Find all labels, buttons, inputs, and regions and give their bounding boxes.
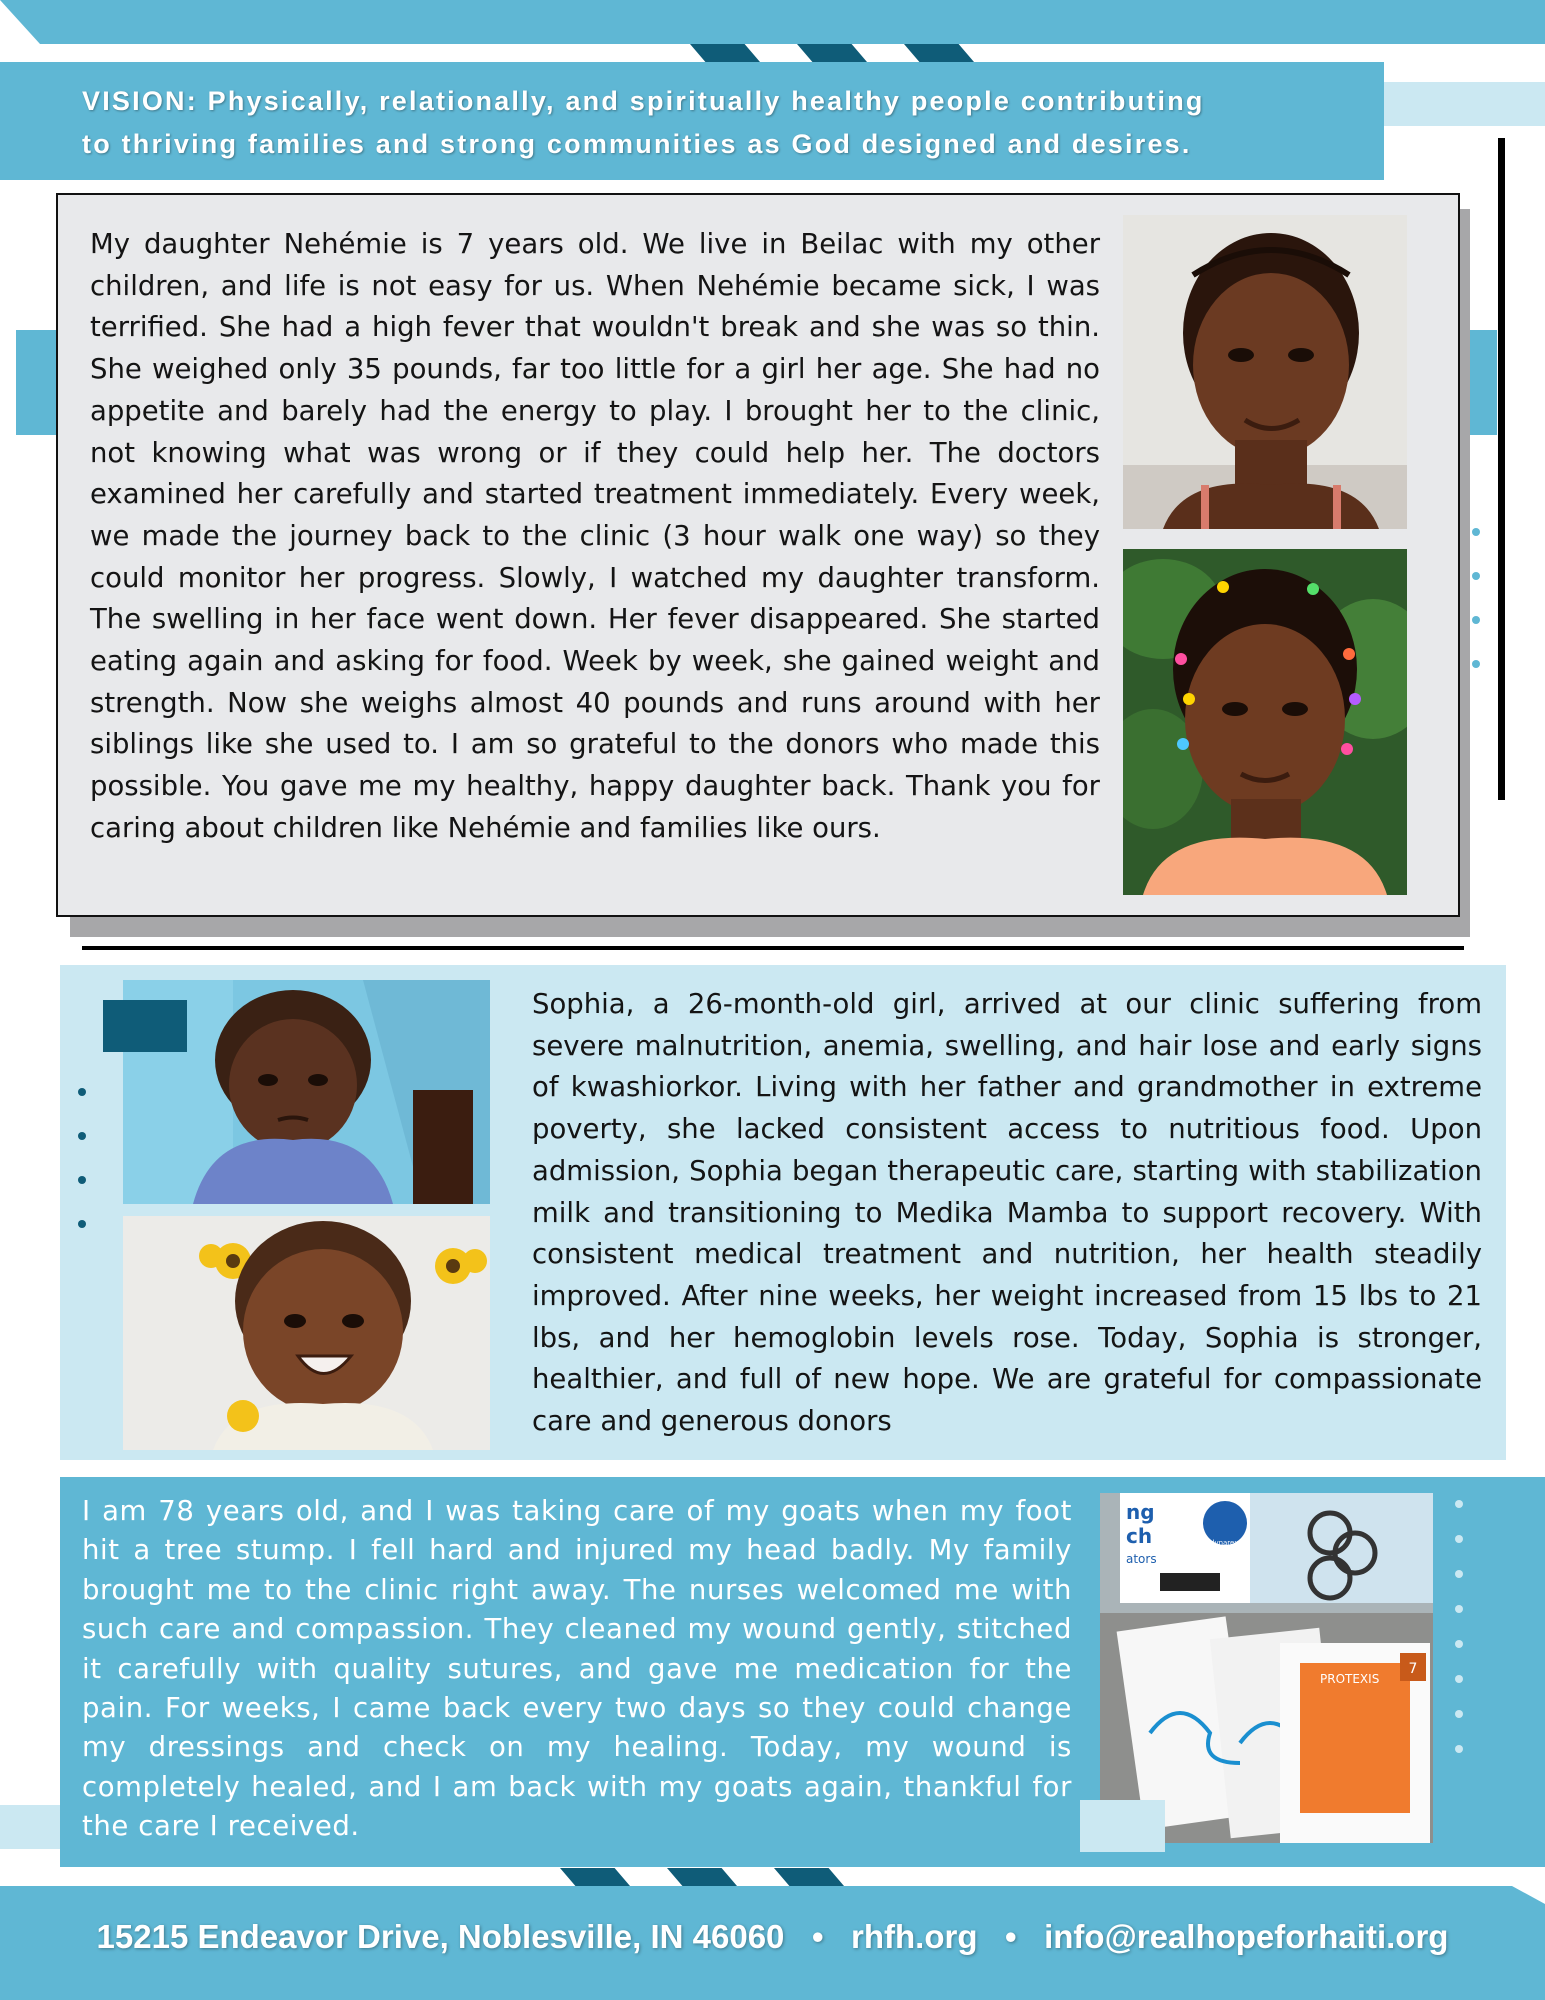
pale-accent-block [1080,1800,1165,1852]
bullet-dot-icon [1455,1640,1463,1648]
nehemie-photo-1 [1123,215,1407,529]
footer-email-link[interactable]: info@realhopeforhaiti.org [1044,1918,1449,1955]
sophia-photo-2 [123,1216,490,1450]
navy-accent-block [103,1000,187,1052]
bullet-dot-icon [1455,1535,1463,1543]
right-bullet-dots [1472,528,1480,668]
footer-address: 15215 Endeavor Drive, Noblesville, IN 46060 [96,1918,785,1955]
bullet-dot-icon [1472,660,1480,668]
top-stripes [690,44,1010,62]
vision-line-1: VISION: Physically, relationally, and spiritually healthy people contributing [82,86,1205,116]
bullet-dot-icon [1455,1500,1463,1508]
footer-separator: • [811,1918,824,1955]
nehemie-photo-2 [1123,549,1407,895]
right-bullet-dots-2 [1455,1500,1463,1753]
bullet-dot-icon [78,1176,86,1184]
story3-text: I am 78 years old, and I was taking care of my goats when my foot hit a tree stump. I fell hard and injured my head badly. My family brought me to the clinic right away. The nurses welcomed me with such care and compassion. They cleaned my wound gently, stitched it carefully with quality sutures, and gave me medication for the pain. For weeks, I came back every two days so they could change my dressings and check on my healing. Today, my wound is completely healed, and I am back with my goats again, thankful for the care I received. [82,1495,1072,1843]
bullet-dot-icon [1472,528,1480,536]
bullet-dot-icon [1472,616,1480,624]
story1-text: My daughter Nehémie is 7 years old. We live in Beilac with my other children, and life is not easy for us. When Nehémie became sick, I was terrified. She had a high fever that wouldn't break and she was so thin. She weighed only 35 pounds, far too little for a girl her age. She had no appetite and barely had the energy to play. I brought her to the clinic, not knowing what was wrong or if they could help her. The doctors examined her carefully and started treatment immediately. Every week, we made the journey back to the clinic (3 hour walk one way) so they could monitor her progress. Slowly, I watched my daughter transform. The swelling in her face went down. Her fever disappeared. She started eating again and asking for food. Week by week, she gained weight and strength. Now she weighs almost 40 pounds and runs around with her siblings like she used to. I am so grateful to the donors who made this possible. You gave me my healthy, happy daughter back. Thank you for caring about children like Nehémie and families like ours. [90,228,1100,844]
package-badge: 7 [1408,1661,1418,1677]
section-divider [82,946,1464,950]
vision-accent-block [1384,82,1545,126]
bullet-dot-icon [1455,1605,1463,1613]
bullet-dot-icon [1472,572,1480,580]
bullet-dot-icon [1455,1570,1463,1578]
bullet-dot-icon [1455,1675,1463,1683]
package-label-3: ators [1126,1552,1157,1566]
footer-contact [0,1915,1545,1959]
story2-text: Sophia, a 26-month-old girl, arrived at our clinic suffering from severe malnutrition, anemia, swelling, and hair lose and early signs of kwashiorkor. Living with her father and grandmother in extreme poverty, she lacked consistent access to nutritious food. Upon admission, Sophia began therapeutic care, starting with stabilization milk and transitioning to Medika Mamba to support recovery. With consistent medical treatment and nutrition, her health steadily improved. After nine weeks, her weight increased from 15 lbs to 21 lbs, and her hemoglobin levels rose. Today, Sophia is stronger, healthier, and full of new hope. We are grateful for compassionate care and generous donors [532,988,1482,1438]
vision-banner [0,62,1384,180]
footer-website-link[interactable]: rhfh.org [851,1918,978,1955]
left-accent-block-2 [0,1805,60,1849]
top-band [0,0,1545,44]
bottom-stripes [560,1868,880,1886]
left-bullet-dots [78,1088,86,1228]
vision-line-2: to thriving families and strong communities as God designed and desires. [82,129,1192,159]
bullet-dot-icon [78,1132,86,1140]
package-brand: dynarex [1210,1539,1239,1547]
package-product: PROTEXIS [1320,1672,1380,1686]
bullet-dot-icon [78,1088,86,1096]
bullet-dot-icon [1455,1710,1463,1718]
package-label-2: ch [1126,1524,1153,1548]
package-label-1: ng [1126,1500,1155,1524]
footer-separator: • [1005,1918,1017,1955]
right-vertical-rule [1498,138,1505,800]
medical-supplies-photo [1100,1493,1433,1843]
left-accent-block [16,330,60,435]
bullet-dot-icon [1455,1745,1463,1753]
bullet-dot-icon [78,1220,86,1228]
